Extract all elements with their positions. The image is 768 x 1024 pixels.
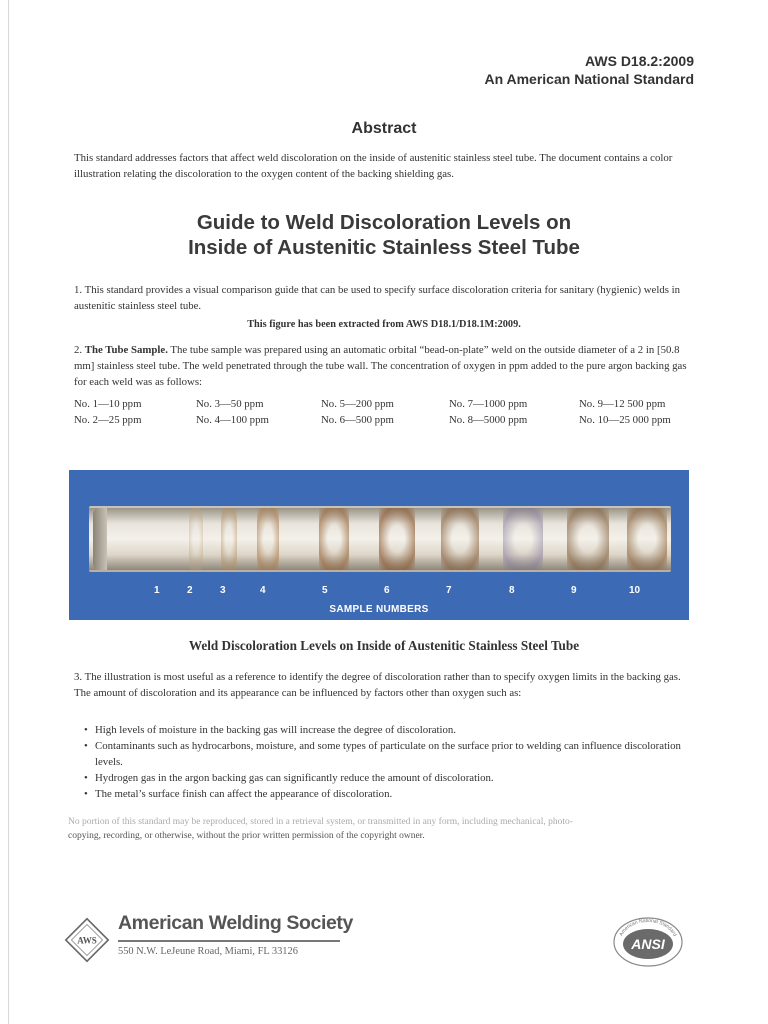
sample-number-label: 1 <box>154 585 160 596</box>
section-2-paragraph <box>74 342 694 390</box>
weld-discoloration-band <box>257 508 279 570</box>
ppm-item: No. 3—50 ppm <box>196 398 264 410</box>
section-1-paragraph: 1. This standard provides a visual comparison guide that can be used to specify surface discoloration criteria for sanitary (hygienic) welds in austenitic stainless steel tube. <box>74 284 681 312</box>
standard-designation: An American National Standard <box>484 71 694 87</box>
ansi-seal-logo-icon <box>611 914 685 968</box>
section-3-paragraph: 3. The illustration is most useful as a reference to identify the degree of discoloration rather than to specify oxygen limits in the backing gas. The amount of discoloration and its appearance can be influenced by factors other than oxygen such as: <box>74 671 681 699</box>
sample-number-label: 9 <box>571 585 577 596</box>
sample-number-label: 5 <box>322 585 328 596</box>
weld-discoloration-band <box>319 508 349 570</box>
document-title <box>0 210 768 260</box>
organization-address: 550 N.W. LeJeune Road, Miami, FL 33126 <box>118 946 298 957</box>
weld-discoloration-band <box>503 508 543 570</box>
standard-number: AWS D18.2:2009 <box>585 53 694 69</box>
ppm-column <box>321 396 451 428</box>
sample-number-label: 7 <box>446 585 452 596</box>
sample-number-label: 2 <box>187 585 193 596</box>
ppm-column <box>449 396 579 428</box>
ppm-column <box>196 396 326 428</box>
ppm-item: No. 8—5000 ppm <box>449 414 528 426</box>
list-item: • The metal’s surface finish can affect the appearance of discoloration. <box>84 786 694 802</box>
aws-diamond-logo-icon <box>64 917 110 963</box>
weld-discoloration-band <box>627 508 667 570</box>
document-title-line-1: Guide to Weld Discoloration Levels on <box>196 211 572 234</box>
abstract-heading: Abstract <box>351 120 417 137</box>
sample-number-label: 8 <box>509 585 515 596</box>
ppm-item: No. 1—10 ppm <box>74 398 142 410</box>
ppm-item: No. 5—200 ppm <box>321 398 394 410</box>
figure-title: Weld Discoloration Levels on Inside of Austenitic Stainless Steel Tube <box>188 638 580 653</box>
tube-sample-image <box>89 506 671 572</box>
weld-discoloration-band <box>441 508 479 570</box>
section-2-text: The tube sample was prepared using an automatic orbital “bead-on-plate” weld on the outside diameter of a 2 in [50.8 mm] stainless steel tube. The weld penetrated through the tube wall. The concentration of oxygen in ppm added to the pure argon backing gas for each weld was as follows: <box>74 344 687 388</box>
sample-number-label: 4 <box>260 585 266 596</box>
list-item: • Hydrogen gas in the argon backing gas can significantly reduce the amount of discoloration. <box>84 770 694 786</box>
ppm-column <box>74 396 204 428</box>
document-title-line-2: Inside of Austenitic Stainless Steel Tube <box>188 236 580 259</box>
copyright-line-1: No portion of this standard may be reproduced, stored in a retrieval system, or transmitted in any form, including mechanical, photo- <box>68 817 573 827</box>
weld-discoloration-band <box>379 508 415 570</box>
organization-name: American Welding Society <box>118 912 353 934</box>
ppm-item: No. 2—25 ppm <box>74 414 142 426</box>
ppm-item: No. 7—1000 ppm <box>449 398 528 410</box>
influence-factor-list <box>84 722 694 802</box>
footer-rule <box>118 940 340 942</box>
list-item: • Contaminants such as hydrocarbons, moisture, and some types of particulate on the surface prior to welding can influence discoloration levels. <box>84 738 694 770</box>
ppm-item: No. 10—25 000 ppm <box>579 414 671 426</box>
page-edge-line <box>8 0 9 1024</box>
ppm-item: No. 9—12 500 ppm <box>579 398 666 410</box>
weld-discoloration-band <box>189 508 203 570</box>
sample-number-label: 3 <box>220 585 226 596</box>
weld-discoloration-band <box>567 508 609 570</box>
abstract-text: This standard addresses factors that affect weld discoloration on the inside of austenitic stainless steel tube. The document contains a color illustration relating the discoloration to the oxygen content of the backing shielding gas. <box>74 152 673 180</box>
tube-discoloration-figure <box>69 470 689 620</box>
copyright-notice <box>68 815 698 843</box>
figure-extract-note: This figure has been extracted from AWS D18.1/D18.1M:2009. <box>247 319 521 330</box>
section-2-number: 2. <box>74 344 85 356</box>
ansi-logo-text: ANSI <box>631 936 665 952</box>
tube-end-cap <box>93 508 107 570</box>
ansi-ring-text: American National Standard <box>618 917 678 938</box>
aws-logo-letters: AWS <box>77 935 97 946</box>
sample-numbers-caption: SAMPLE NUMBERS <box>329 604 429 615</box>
list-item: • High levels of moisture in the backing gas will increase the degree of discoloration. <box>84 722 694 738</box>
copyright-line-2: copying, recording, or otherwise, without the prior written permission of the copyright owner. <box>68 831 425 841</box>
sample-number-label: 6 <box>384 585 390 596</box>
ppm-column <box>579 396 709 428</box>
ppm-item: No. 4—100 ppm <box>196 414 269 426</box>
document-header <box>484 52 694 88</box>
sample-number-label: 10 <box>629 585 641 596</box>
section-2-heading: The Tube Sample. <box>84 344 168 356</box>
ppm-item: No. 6—500 ppm <box>321 414 394 426</box>
weld-discoloration-band <box>221 508 237 570</box>
